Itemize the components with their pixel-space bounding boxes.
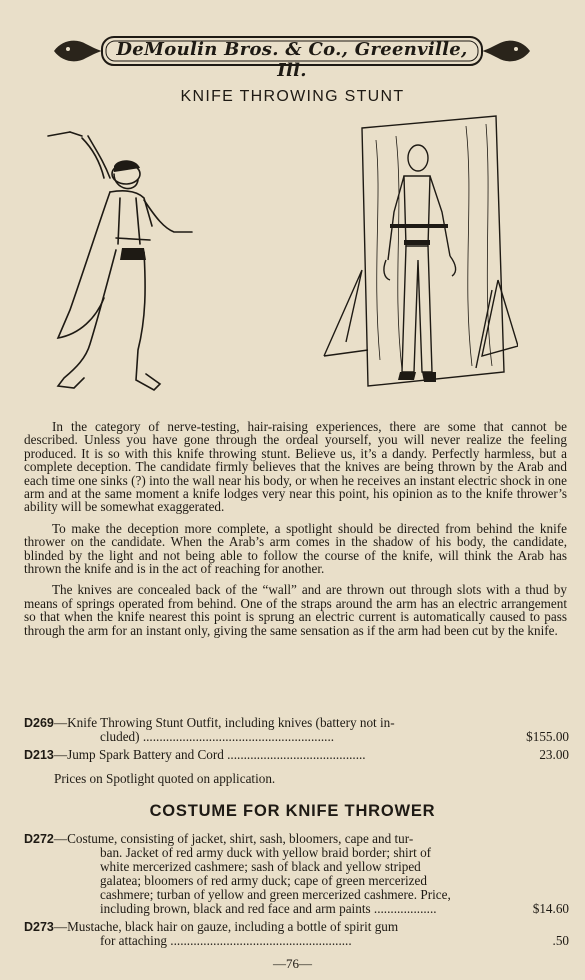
section-title-costume: COSTUME FOR KNIFE THROWER	[149, 802, 436, 820]
item-code: D272	[24, 832, 54, 846]
item-d272-line	[24, 874, 569, 888]
item-code: D269	[24, 716, 54, 730]
item-d272-line	[24, 888, 569, 902]
item-d272-line	[24, 902, 569, 916]
item-desc-line: cluded) ..........................................................	[100, 729, 335, 744]
target-board-illustration	[306, 110, 518, 396]
item-desc-line: for attaching .......................................................	[100, 933, 352, 948]
paragraph-2: To make the deception more complete, a spotlight should be directed from behind the knife thrower on the candidate. When the Arab’s arm comes in the shadow of his body, the candidate, blinded by the light and not being able to follow the course of the knife, will think the Arab has thrown the knife and is in the act of reaching for another.	[24, 520, 567, 577]
header-banner	[52, 34, 532, 81]
item-desc-line: —Mustache, black hair on gauze, including a bottle of spirit gum	[53, 919, 399, 934]
item-desc-line: ban. Jacket of red army duck with yellow braid border; shirt of	[100, 845, 432, 860]
item-price: .50	[552, 933, 569, 948]
item-price: $14.60	[532, 901, 569, 916]
section-title-knife-stunt: KNIFE THROWING STUNT	[180, 88, 405, 105]
item-desc-line: —Costume, consisting of jacket, shirt, sash, bloomers, cape and tur-	[53, 831, 414, 846]
item-desc-line: —Knife Throwing Stunt Outfit, including knives (battery not in-	[53, 715, 395, 730]
item-price: 23.00	[539, 747, 569, 762]
stunt-description	[24, 420, 567, 645]
knife-thrower-illustration	[40, 128, 210, 404]
item-d269-cont	[24, 730, 569, 744]
item-d272-line	[24, 846, 569, 860]
item-code: D213	[24, 748, 54, 762]
item-desc-line: —Jump Spark Battery and Cord ..........................................	[53, 747, 366, 762]
item-d213	[24, 748, 569, 763]
banner-title: DeMoulin Bros. & Co., Greenville, Ill.	[116, 39, 468, 81]
item-desc-line: white mercerized cashmere; sash of black and yellow striped	[100, 859, 421, 874]
item-code: D273	[24, 920, 54, 934]
item-price: $155.00	[526, 729, 569, 744]
item-desc-line: including brown, black and red face and arm paints ...................	[100, 901, 437, 916]
spotlight-note: Prices on Spotlight quoted on application.	[54, 771, 276, 786]
item-desc-line: cashmere; turban of yellow and green mercerized cashmere. Price,	[100, 887, 451, 902]
page-number: —76—	[273, 956, 312, 971]
paragraph-1: In the category of nerve-testing, hair-raising experiences, there are some that cannot be described. Unless you have gone through the ordeal yourself, you will never realize the feeling produced. It is so with this knife throwing stunt. Believe us, it’s a dandy. Perfectly harmless, but a complete deception. The candidate firmly believes that the knives are being thrown by the Arab and each time one sinks (?) into the wall near his body, or when he receives an instant electric shock in one arm and at the same moment a knife lodges very near this point, his opinion as to the knife thrower’s ability will be somewhat exaggerated.	[24, 419, 567, 515]
paragraph-3: The knives are concealed back of the “wall” and are thrown out through slots with a thud by means of springs operated from behind. One of the straps around the arm has an electric arrangement so that when the knife nearest this point is sprung an electric current is automatically caused to pass through the arm for an instant only, giving the same sensation as if the arm had been cut by the knife.	[24, 582, 567, 638]
item-desc-line: galatea; bloomers of red army duck; cape of green mercerized	[100, 873, 427, 888]
item-d273-line	[24, 934, 569, 948]
item-d272-line	[24, 860, 569, 874]
